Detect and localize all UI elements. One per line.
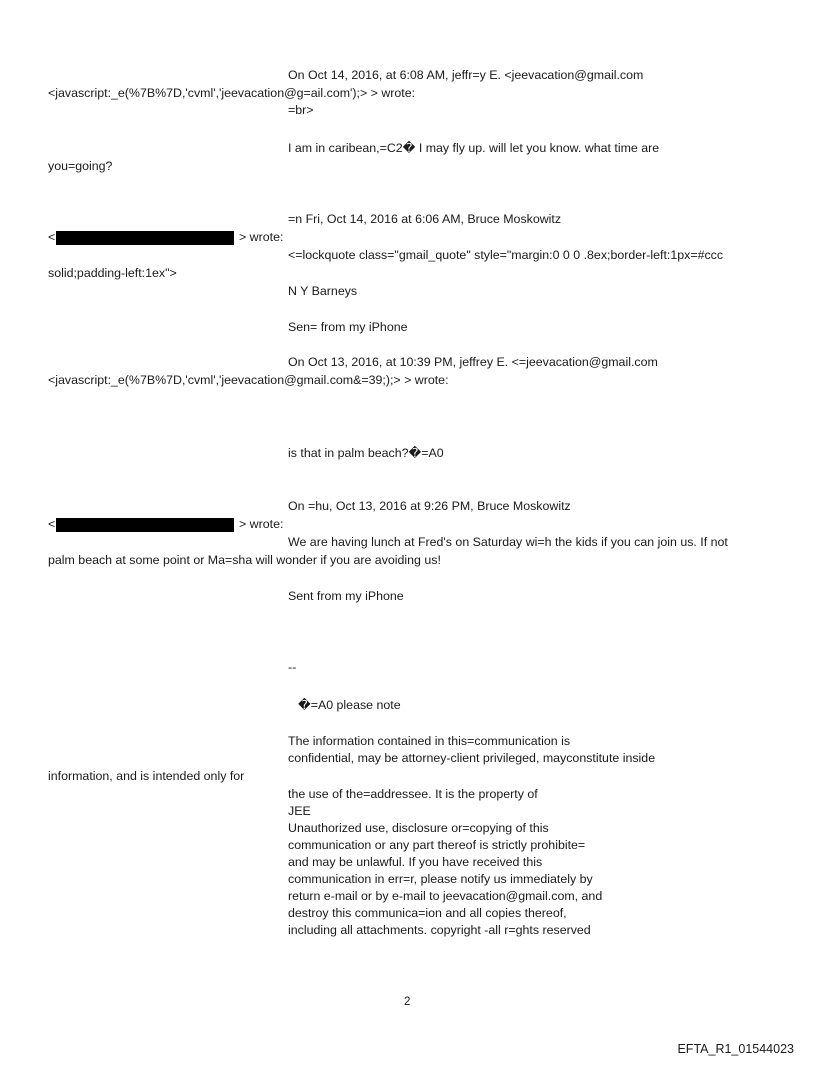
email-lt-bracket: < (48, 230, 56, 244)
email-header-line: <javascript:_e(%7B%7D,'cvml','jeevacation@g=ail.com');> > wrote: (48, 86, 416, 100)
email-text-line: =br> (288, 103, 314, 117)
disclaimer-line: and may be unlawful. If you have received this (288, 855, 543, 869)
disclaimer-line: the use of the=addressee. It is the property of (288, 787, 538, 801)
disclaimer-line: destroy this communica=ion and all copies thereof, (288, 906, 567, 920)
disclaimer-line: return e-mail or by e-mail to jeevacation@gmail.com, and (288, 889, 603, 903)
email-text-line: solid;padding-left:1ex"> (48, 266, 177, 280)
disclaimer-line: including all attachments. copyright -all r=ghts reserved (288, 923, 591, 937)
redaction-box (56, 231, 234, 245)
email-sent-line: Sen= from my iPhone (288, 320, 408, 334)
email-header-line: On Oct 13, 2016, at 10:39 PM, jeffrey E. <=jeevacation@gmail.com (288, 355, 658, 369)
email-wrote: > wrote: (239, 517, 284, 531)
email-body-line: you=going? (48, 159, 113, 173)
email-header-line: On Oct 14, 2016, at 6:08 AM, jeffr=y E. <jeevacation@gmail.com (288, 68, 644, 82)
page-number: 2 (404, 996, 411, 1008)
disclaimer-line: JEE (288, 804, 311, 818)
email-header-line: =n Fri, Oct 14, 2016 at 6:06 AM, Bruce Moskowitz (288, 212, 562, 226)
disclaimer-line: The information contained in this=communication is (288, 734, 571, 748)
document-id: EFTA_R1_01544023 (677, 1042, 794, 1056)
email-header-line: On =hu, Oct 13, 2016 at 9:26 PM, Bruce Moskowitz (288, 499, 571, 513)
signature-separator: -- (288, 660, 297, 674)
email-lt-bracket: < (48, 517, 56, 531)
email-sent-line: Sent from my iPhone (288, 589, 404, 603)
disclaimer-line: information, and is intended only for (48, 769, 245, 783)
email-header-line: <javascript:_e(%7B%7D,'cvml','jeevacation@gmail.com&=39;);> > wrote: (48, 373, 449, 387)
email-body-line: N Y Barneys (288, 284, 358, 298)
disclaimer-line: communication or any part thereof is strictly prohibite= (288, 838, 586, 852)
email-body-line: We are having lunch at Fred's on Saturday wi=h the kids if you can join us. If not (288, 535, 728, 549)
disclaimer-line: Unauthorized use, disclosure or=copying of this (288, 821, 549, 835)
email-body-line: I am in caribean,=C2� I may fly up. will let you know. what time are (288, 141, 660, 155)
please-note: �=A0 please note (298, 698, 401, 712)
disclaimer-line: confidential, may be attorney-client privileged, mayconstitute inside (288, 751, 656, 765)
email-body-line: palm beach at some point or Ma=sha will wonder if you are avoiding us! (48, 553, 441, 567)
email-text-line: <=lockquote class="gmail_quote" style="margin:0 0 0 .8ex;border-left:1px=#ccc (288, 248, 724, 262)
disclaimer-line: communication in err=r, please notify us immediately by (288, 872, 593, 886)
redaction-box (56, 518, 234, 532)
email-body-line: is that in palm beach?�=A0 (288, 446, 444, 460)
email-wrote: > wrote: (239, 230, 284, 244)
